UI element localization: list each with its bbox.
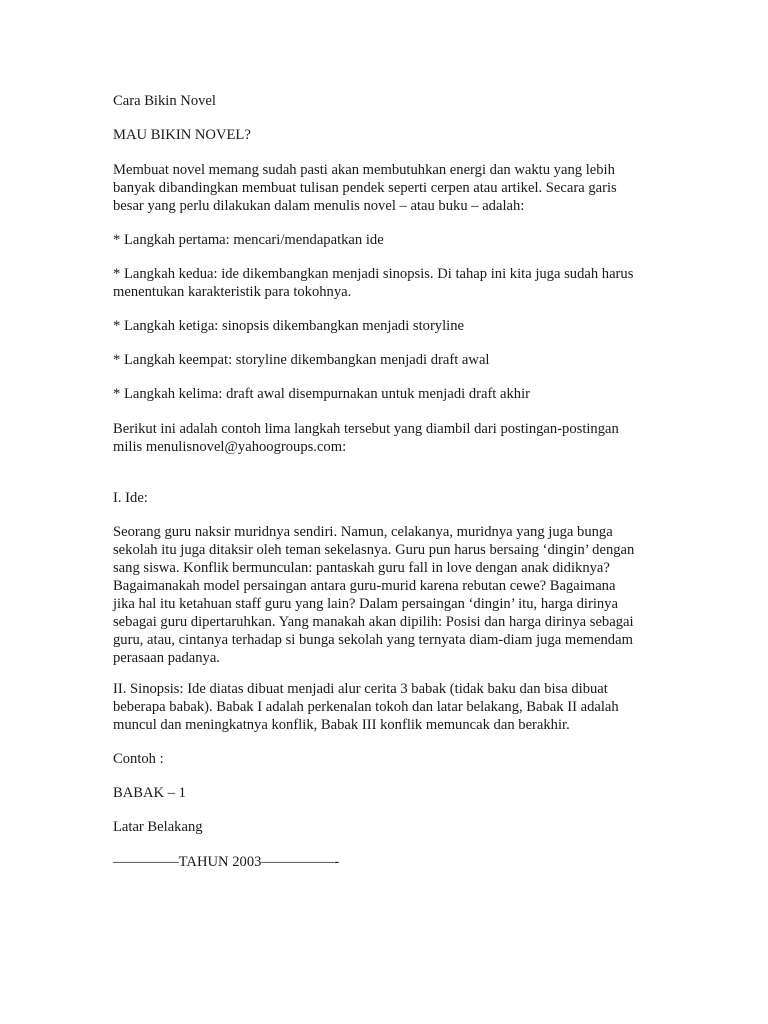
step-5-text: * Langkah kelima: draft awal disempurnakan untuk menjadi draft akhir [113,386,530,402]
intro-line: besar yang perlu dilakukan dalam menulis novel – atau buku – adalah: [113,198,525,214]
step-2-text: menentukan karakteristik para tokohnya. [113,284,352,300]
example-intro-line: milis menulisnovel@yahoogroups.com: [113,439,347,455]
ide-paragraph-line: Seorang guru naksir muridnya sendiri. Namun, celakanya, muridnya yang juga bunga [113,524,613,540]
intro-line: banyak dibandingkan membuat tulisan pendek seperti cerpen atau artikel. Secara garis [113,180,617,196]
document-heading: MAU BIKIN NOVEL? [113,127,251,143]
ide-paragraph-line: sang siswa. Konflik bermunculan: pantaskah guru fall in love dengan anak didiknya? [113,560,610,576]
step-2-text: * Langkah kedua: ide dikembangkan menjadi sinopsis. Di tahap ini kita juga sudah harus [113,266,634,282]
section-ide-title: I. Ide: [113,490,148,506]
example-intro-line: Berikut ini adalah contoh lima langkah tersebut yang diambil dari postingan-postingan [113,421,619,437]
document-title: Cara Bikin Novel [113,93,216,109]
ide-paragraph-line: jika hal itu ketahuan staff guru yang lain? Dalam persaingan ‘dingin’ itu, harga dirinya [113,596,618,612]
latar-label: Latar Belakang [113,819,203,835]
ide-paragraph-line: guru, atau, cintanya terhadap si bunga sekolah yang ternyata diam-diam juga memendam [113,632,633,648]
intro-line: Membuat novel memang sudah pasti akan membutuhkan energi dan waktu yang lebih [113,162,615,178]
babak-label: BABAK – 1 [113,785,186,801]
step-4-text: * Langkah keempat: storyline dikembangkan menjadi draft awal [113,352,490,368]
sinopsis-paragraph-line: beberapa babak). Babak I adalah perkenalan tokoh dan latar belakang, Babak II adalah [113,699,619,715]
sinopsis-paragraph-line: muncul dan meningkatnya konflik, Babak III konflik memuncak dan berakhir. [113,717,570,733]
ide-paragraph-line: sekolah itu juga ditaksir oleh teman sekelasnya. Guru pun harus bersaing ‘dingin’ dengan [113,542,635,558]
step-1-text: * Langkah pertama: mencari/mendapatkan ide [113,232,384,248]
tahun-label: ————–TAHUN 2003—————- [113,854,340,870]
contoh-label: Contoh : [113,751,164,767]
sinopsis-paragraph-line: II. Sinopsis: Ide diatas dibuat menjadi alur cerita 3 babak (tidak baku dan bisa dibuat [113,681,608,697]
ide-paragraph-line: perasaan padanya. [113,650,220,666]
step-3-text: * Langkah ketiga: sinopsis dikembangkan menjadi storyline [113,318,464,334]
ide-paragraph-line: Bagaimanakah model persaingan antara guru-murid karena rebutan cewe? Bagaimana [113,578,616,594]
ide-paragraph-line: sebagai guru dipertaruhkan. Yang manakah akan dipilih: Posisi dan harga dirinya sebagai [113,614,634,630]
